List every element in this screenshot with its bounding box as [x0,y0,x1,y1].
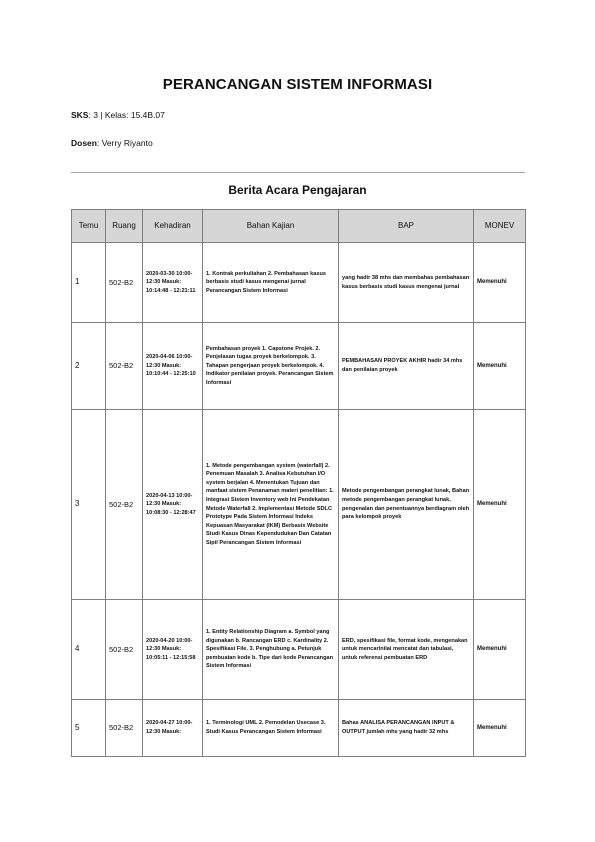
table-row [72,700,526,757]
cell-monev: Memenuhi [474,600,526,700]
cell-monev: Memenuhi [474,410,526,600]
header-monev: MONEV [474,210,526,243]
cell-ruang: 502-B2 [106,410,143,600]
cell-bahan-kajian: 1. Metode pengembangan system (waterfall) 2. Penemuan Masalah 3. Analisa Kebutuhan I/O system berjalan 4. Menentukan Tujuan dan manfaat sistem Penanaman materi penelitian: 1. Integrasi Sistem Inventory web Ini Pendekatan Metode Waterfall 2. Implementasi Metode SDLC Prototype Pada Sistem Informasi Indeks Kepuasan Masyarakat (IKM) Berbasis Website Studi Kasus Dinas Kependudukan Dan Catatan Sipil Perancangan Sistem Informasi [203,410,339,600]
page-title: PERANCANGAN SISTEM INFORMASI [162,76,433,93]
header-temu: Temu [72,210,106,243]
cell-temu: 3 [72,410,106,600]
sks-class-line [71,110,165,120]
cell-kehadiran: 2020-03-30 10:00-12:30 Masuk: 10:14:48 - 12:21:11 [143,243,203,323]
table-header-row [72,210,526,243]
cell-ruang: 502-B2 [106,323,143,410]
cell-temu: 2 [72,323,106,410]
cell-monev: Memenuhi [474,700,526,757]
table-row [72,600,526,700]
lecturer-name: : Verry Riyanto [96,138,153,148]
cell-kehadiran: 2020-04-13 10:00-12:30 Masuk: 10:08:30 - 12:28:47 [143,410,203,600]
sks-label: SKS [71,110,89,120]
sks-class-value: : 3 | Kelas: 15.4B.07 [88,110,165,120]
cell-ruang: 502-B2 [106,700,143,757]
cell-bap: Bahas ANALISA PERANCANGAN INPUT & OUTPUT jumlah mhs yang hadir 32 mhs [339,700,474,757]
cell-ruang: 502-B2 [106,600,143,700]
cell-bap: yang hadir 38 mhs dan membahas pembahasan kasus berbasis studi kasus mengenai jurnal [339,243,474,323]
header-bap: BAP [339,210,474,243]
lecturer-line [71,138,153,148]
divider [71,172,525,173]
table-row [72,410,526,600]
cell-bap: Metode pengembangan perangkat lunak, Bahan metode pengembangan perangkat lunak, pengenalan dan penentuannya berdiagram oleh para kelompok proyek [339,410,474,600]
cell-monev: Memenuhi [474,323,526,410]
cell-kehadiran: 2020-04-20 10:00-12:30 Masuk: 10:05:11 - 12:15:58 [143,600,203,700]
cell-temu: 4 [72,600,106,700]
lecturer-label: Dosen [71,138,97,148]
cell-bahan-kajian: 1. Kontrak perkuliahan 2. Pembahasan kasus berbasis studi kasus mengenai jurnal Perancangan Sistem Informasi [203,243,339,323]
cell-bap: PEMBAHASAN PROYEK AKHIR hadir 34 mhs dan penilaian proyek [339,323,474,410]
cell-bahan-kajian: 1. Terminologi UML 2. Pemodelan Usecase 3. Studi Kasus Perancangan Sistem Informasi [203,700,339,757]
cell-kehadiran: 2020-04-06 10:00-12:30 Masuk: 10:10:44 - 12:25:10 [143,323,203,410]
cell-ruang: 502-B2 [106,243,143,323]
header-ruang: Ruang [106,210,143,243]
teaching-report-table [71,209,526,757]
cell-bahan-kajian: 1. Entity Relationship Diagram a. Symbol yang digunakan b. Rancangan ERD c. Kardinality 2. Spesifikasi File. 3. Penghubung a. Petunjuk pembuatan kode b. Tipe dari kode Perancangan Sistem Informasi [203,600,339,700]
header-kehadiran: Kehadiran [143,210,203,243]
cell-temu: 1 [72,243,106,323]
cell-bap: ERD, spesifikasi file, format kode, mengenakan untuk mencarinilai mencatat dan tabulasi, untuk referensi pembuatan ERD [339,600,474,700]
table-row [72,323,526,410]
cell-kehadiran: 2020-04-27 10:00-12:30 Masuk: [143,700,203,757]
cell-bahan-kajian: Pembahasan proyek 1. Capstone Projek. 2. Penjelasan tugas proyek berkelompok. 3. Tahapan pengerjaan proyek berkelompok. 4. Indikator penilaian proyek. Perancangan Sistem Informasi [203,323,339,410]
table-row [72,243,526,323]
cell-temu: 5 [72,700,106,757]
section-title: Berita Acara Pengajaran [228,183,367,197]
cell-monev: Memenuhi [474,243,526,323]
header-bahan-kajian: Bahan Kajian [203,210,339,243]
